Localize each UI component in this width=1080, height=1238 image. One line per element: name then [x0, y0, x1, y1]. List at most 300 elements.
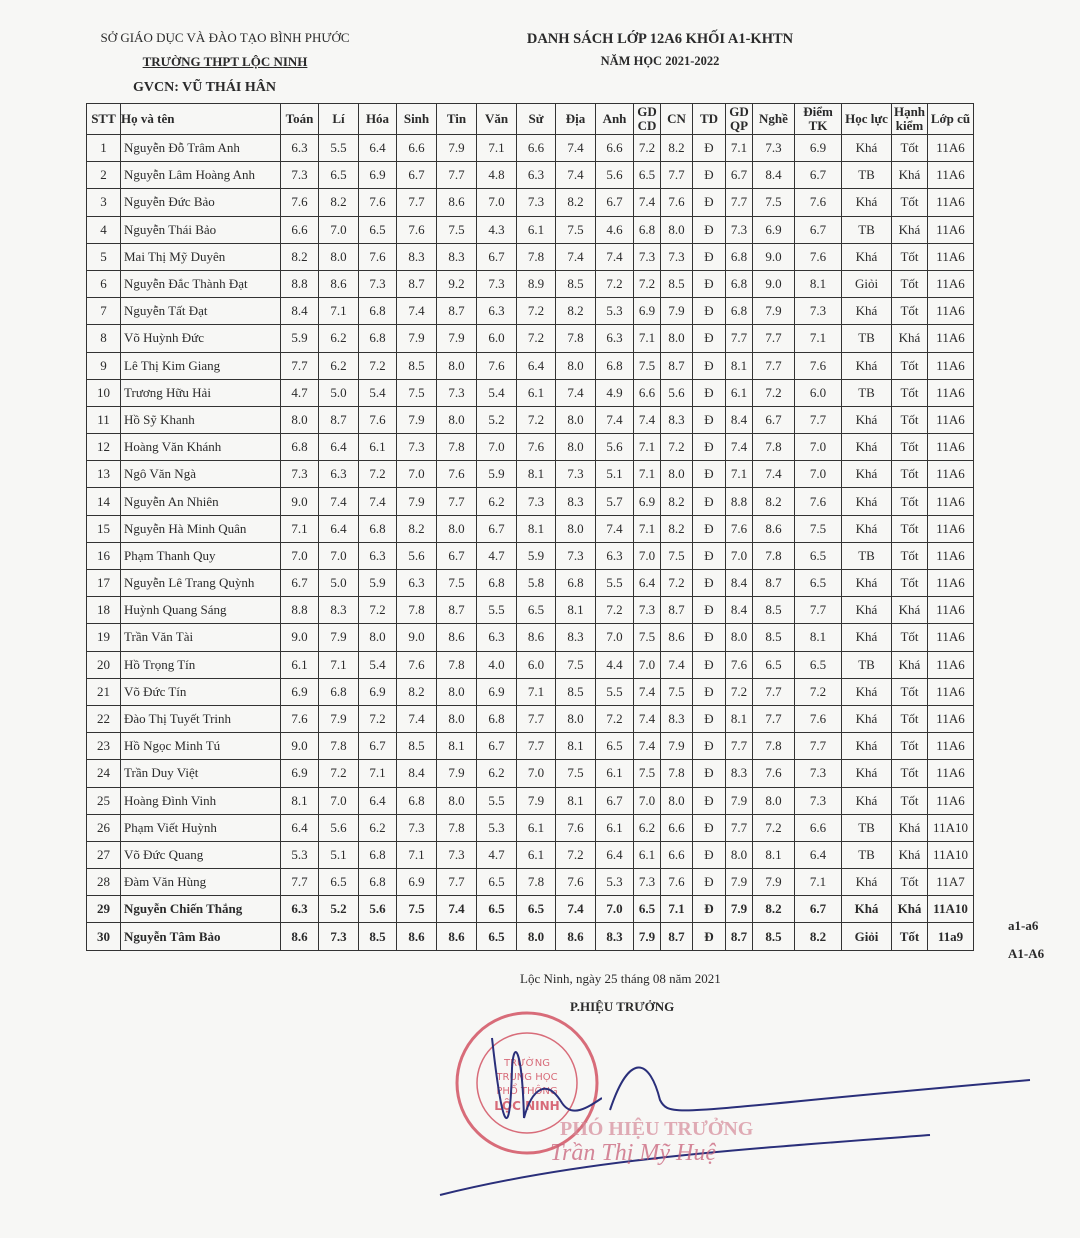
table-cell: 6.8 [281, 434, 319, 461]
table-cell: 7.0 [281, 542, 319, 569]
table-cell: Đ [693, 923, 726, 950]
table-cell: 8.0 [437, 406, 477, 433]
table-cell: 6.8 [726, 243, 753, 270]
table-cell: Đ [693, 570, 726, 597]
table-row [87, 135, 974, 162]
table-cell: 6.5 [319, 869, 359, 896]
table-cell: 7.2 [795, 678, 842, 705]
student-name: Hồ Ngọc Minh Tú [121, 733, 281, 760]
table-cell: 11A6 [928, 434, 974, 461]
table-cell: 7.5 [556, 651, 596, 678]
table-cell: 4.7 [477, 542, 517, 569]
table-cell: 6.8 [556, 570, 596, 597]
table-cell: 5.7 [596, 488, 634, 515]
table-body [87, 135, 974, 951]
table-cell: 7.3 [795, 787, 842, 814]
table-cell: Tốt [892, 869, 928, 896]
student-name: Nguyễn Lê Trang Quỳnh [121, 570, 281, 597]
table-cell: 8.6 [397, 923, 437, 950]
table-cell: 6.9 [281, 678, 319, 705]
table-cell: 11A6 [928, 705, 974, 732]
table-cell: 6.3 [281, 896, 319, 923]
table-cell: 8.0 [437, 352, 477, 379]
table-cell: 11A6 [928, 678, 974, 705]
table-cell: 7.4 [596, 515, 634, 542]
table-cell: TB [842, 162, 892, 189]
table-cell: Đ [693, 216, 726, 243]
table-cell: 7.1 [661, 896, 693, 923]
table-cell: 7.5 [556, 760, 596, 787]
table-cell: 11A6 [928, 189, 974, 216]
table-row [87, 570, 974, 597]
table-cell: 5.5 [477, 787, 517, 814]
table-cell: 8.1 [517, 515, 556, 542]
table-cell: 7.4 [634, 678, 661, 705]
table-cell: 8.6 [556, 923, 596, 950]
table-cell: 7.9 [661, 733, 693, 760]
svg-text:PHỔ THÔNG: PHỔ THÔNG [496, 1086, 558, 1097]
table-cell: 7.7 [726, 189, 753, 216]
table-cell: 11A6 [928, 298, 974, 325]
table-cell: 5.5 [477, 597, 517, 624]
table-cell: 4.7 [281, 379, 319, 406]
table-cell: 7.9 [726, 896, 753, 923]
table-cell: 7.7 [437, 162, 477, 189]
table-row [87, 379, 974, 406]
table-cell: 7.9 [437, 325, 477, 352]
table-cell: 11A6 [928, 461, 974, 488]
table-cell: Đ [693, 542, 726, 569]
table-cell: 6.3 [477, 298, 517, 325]
table-cell: 5 [87, 243, 121, 270]
table-cell: 7.3 [397, 434, 437, 461]
student-name: Đào Thị Tuyết Trinh [121, 705, 281, 732]
table-cell: 7.1 [634, 461, 661, 488]
table-cell: 7.4 [556, 896, 596, 923]
table-cell: 25 [87, 787, 121, 814]
table-cell: 8.0 [556, 352, 596, 379]
table-cell: 6.5 [477, 923, 517, 950]
student-name: Trương Hữu Hải [121, 379, 281, 406]
table-cell: 7.2 [359, 597, 397, 624]
table-cell: Khá [842, 352, 892, 379]
table-cell: 8.2 [397, 678, 437, 705]
signer-name: Trần Thị Mỹ Huệ [550, 1140, 717, 1166]
table-cell: 11A6 [928, 651, 974, 678]
table-cell: 8.2 [753, 896, 795, 923]
table-cell: 7.6 [726, 515, 753, 542]
table-cell: Đ [693, 515, 726, 542]
table-cell: 3 [87, 189, 121, 216]
table-cell: 30 [87, 923, 121, 950]
table-cell: 8.3 [596, 923, 634, 950]
table-cell: 11A10 [928, 841, 974, 868]
table-cell: Khá [842, 461, 892, 488]
table-cell: 6.8 [359, 841, 397, 868]
table-cell: 7.9 [437, 135, 477, 162]
table-cell: 7.3 [726, 216, 753, 243]
header-right [500, 31, 820, 69]
student-name: Nguyễn Lâm Hoàng Anh [121, 162, 281, 189]
table-cell: 7.2 [753, 379, 795, 406]
table-cell: 7.0 [397, 461, 437, 488]
table-cell: 8.2 [753, 488, 795, 515]
table-cell: 5.2 [319, 896, 359, 923]
table-row [87, 325, 974, 352]
table-cell: Đ [693, 461, 726, 488]
table-cell: 7.2 [596, 705, 634, 732]
table-cell: 7.5 [795, 515, 842, 542]
table-cell: 6.2 [634, 814, 661, 841]
table-cell: Đ [693, 651, 726, 678]
table-cell: 6.6 [795, 814, 842, 841]
table-cell: 6.1 [517, 841, 556, 868]
table-cell: 8.2 [661, 135, 693, 162]
table-cell: Khá [842, 787, 892, 814]
table-cell: 7.0 [319, 787, 359, 814]
table-cell: 8.0 [753, 787, 795, 814]
table-cell: Khá [842, 298, 892, 325]
table-cell: Khá [842, 488, 892, 515]
table-cell: 5.3 [596, 869, 634, 896]
table-row [87, 624, 974, 651]
table-cell: 7.6 [753, 760, 795, 787]
table-cell: 11A6 [928, 243, 974, 270]
table-cell: 6.9 [359, 678, 397, 705]
table-cell: 8.0 [661, 461, 693, 488]
table-cell: Tốt [892, 135, 928, 162]
table-cell: 8.3 [726, 760, 753, 787]
table-cell: 7.9 [437, 760, 477, 787]
homeroom-teacher: GVCN: VŨ THÁI HÂN [133, 80, 276, 95]
table-cell: 6.6 [596, 135, 634, 162]
table-cell: 7.1 [726, 135, 753, 162]
table-cell: 7.6 [397, 216, 437, 243]
table-cell: 6.3 [596, 542, 634, 569]
table-cell: 5.5 [596, 570, 634, 597]
table-cell: 6.7 [795, 216, 842, 243]
table-cell: 8.0 [556, 434, 596, 461]
table-cell: 5.3 [281, 841, 319, 868]
table-cell: 8.2 [397, 515, 437, 542]
table-cell: 6.3 [477, 624, 517, 651]
table-row [87, 216, 974, 243]
table-cell: 7.6 [795, 243, 842, 270]
table-cell: 6.8 [397, 787, 437, 814]
table-cell: 8.8 [281, 597, 319, 624]
table-cell: 5.3 [477, 814, 517, 841]
table-cell: 6.3 [359, 542, 397, 569]
table-cell: 11A6 [928, 515, 974, 542]
table-cell: 7.1 [359, 760, 397, 787]
table-cell: Khá [892, 896, 928, 923]
table-cell: 19 [87, 624, 121, 651]
column-header: Sinh [397, 104, 437, 135]
table-cell: 5.6 [397, 542, 437, 569]
table-cell: 9.0 [281, 488, 319, 515]
table-cell: Đ [693, 597, 726, 624]
table-cell: 7.7 [753, 678, 795, 705]
column-header: TD [693, 104, 726, 135]
table-cell: 8.0 [281, 406, 319, 433]
student-name: Võ Huỳnh Đức [121, 325, 281, 352]
column-header: Sử [517, 104, 556, 135]
table-cell: 7.9 [397, 406, 437, 433]
table-cell: 7.5 [397, 896, 437, 923]
table-cell: 8.7 [437, 597, 477, 624]
table-cell: 11A6 [928, 216, 974, 243]
table-cell: 8.9 [517, 270, 556, 297]
table-cell: 7.2 [517, 298, 556, 325]
student-name: Đàm Văn Hùng [121, 869, 281, 896]
header-left [90, 30, 360, 70]
table-cell: 26 [87, 814, 121, 841]
student-name: Phạm Viết Huỳnh [121, 814, 281, 841]
table-cell: 6.9 [359, 162, 397, 189]
table-cell: 7.3 [517, 189, 556, 216]
table-cell: 4 [87, 216, 121, 243]
table-cell: 11A6 [928, 135, 974, 162]
table-cell: 7 [87, 298, 121, 325]
column-header: STT [87, 104, 121, 135]
table-cell: 7.2 [517, 406, 556, 433]
table-cell: 7.2 [596, 597, 634, 624]
table-cell: 7.7 [795, 406, 842, 433]
table-cell: Đ [693, 869, 726, 896]
table-cell: Đ [693, 298, 726, 325]
table-cell: 8.5 [753, 624, 795, 651]
table-cell: 6.3 [281, 135, 319, 162]
student-name: Hoàng Văn Khánh [121, 434, 281, 461]
table-row [87, 298, 974, 325]
table-row [87, 243, 974, 270]
table-cell: 5.1 [319, 841, 359, 868]
table-row [87, 896, 974, 923]
student-name: Nguyễn Chiến Thắng [121, 896, 281, 923]
table-cell: 8.2 [795, 923, 842, 950]
table-cell: 5.1 [596, 461, 634, 488]
table-cell: 6.7 [795, 896, 842, 923]
table-cell: 6.5 [477, 896, 517, 923]
table-row [87, 678, 974, 705]
table-cell: 8.3 [661, 705, 693, 732]
table-cell: 8 [87, 325, 121, 352]
table-cell: Đ [693, 760, 726, 787]
table-cell: Đ [693, 243, 726, 270]
table-cell: 7.1 [795, 869, 842, 896]
student-name: Trần Duy Việt [121, 760, 281, 787]
table-cell: 6.7 [753, 406, 795, 433]
table-cell: 5.6 [359, 896, 397, 923]
table-cell: 7.9 [319, 624, 359, 651]
table-cell: 8.0 [556, 406, 596, 433]
student-table [86, 103, 974, 951]
table-cell: Đ [693, 787, 726, 814]
table-cell: 6.1 [634, 841, 661, 868]
table-cell: 7.6 [726, 651, 753, 678]
table-cell: 17 [87, 570, 121, 597]
table-cell: Khá [842, 406, 892, 433]
table-cell: 11A6 [928, 542, 974, 569]
table-cell: 8.6 [437, 624, 477, 651]
table-cell: 9.0 [753, 270, 795, 297]
table-cell: 6.8 [477, 570, 517, 597]
table-cell: 7.7 [726, 325, 753, 352]
table-cell: 8.1 [795, 270, 842, 297]
table-cell: 7.8 [753, 434, 795, 461]
student-name: Nguyễn Đắc Thành Đạt [121, 270, 281, 297]
table-cell: 6.6 [661, 814, 693, 841]
column-header: Tin [437, 104, 477, 135]
table-cell: 7.0 [477, 189, 517, 216]
table-cell: Khá [892, 325, 928, 352]
table-cell: 7.7 [795, 597, 842, 624]
table-cell: Đ [693, 841, 726, 868]
table-cell: Khá [842, 135, 892, 162]
table-cell: Khá [842, 189, 892, 216]
table-cell: 7.1 [517, 678, 556, 705]
table-cell: 7.3 [477, 270, 517, 297]
table-cell: 21 [87, 678, 121, 705]
table-cell: 8.8 [726, 488, 753, 515]
table-cell: 6.9 [397, 869, 437, 896]
table-cell: 6.9 [795, 135, 842, 162]
table-cell: 8.8 [281, 270, 319, 297]
svg-text:LỘC NINH: LỘC NINH [494, 1099, 560, 1113]
table-cell: 8.2 [556, 298, 596, 325]
table-cell: 8.7 [726, 923, 753, 950]
table-cell: 7.2 [517, 325, 556, 352]
table-cell: 7.4 [556, 379, 596, 406]
table-cell: 7.3 [556, 542, 596, 569]
table-cell: 7.4 [753, 461, 795, 488]
table-cell: 5.6 [661, 379, 693, 406]
table-cell: 6.5 [517, 896, 556, 923]
svg-text:TRƯỜNG: TRƯỜNG [504, 1058, 550, 1069]
table-cell: 11A7 [928, 869, 974, 896]
table-cell: 8.3 [556, 488, 596, 515]
column-header: Họ và tên [121, 104, 281, 135]
table-cell: Tốt [892, 624, 928, 651]
table-row [87, 841, 974, 868]
table-row [87, 787, 974, 814]
table-cell: 6.2 [477, 760, 517, 787]
table-cell: 6.4 [359, 787, 397, 814]
table-cell: 11 [87, 406, 121, 433]
table-cell: 6.0 [517, 651, 556, 678]
table-cell: Tốt [892, 570, 928, 597]
table-cell: 8.1 [517, 461, 556, 488]
table-cell: 7.0 [795, 434, 842, 461]
table-cell: 7.3 [281, 461, 319, 488]
table-cell: 10 [87, 379, 121, 406]
table-cell: 5.6 [596, 162, 634, 189]
table-row [87, 760, 974, 787]
table-cell: 6.5 [795, 542, 842, 569]
table-cell: 7.2 [319, 760, 359, 787]
table-cell: 5.8 [517, 570, 556, 597]
table-cell: 16 [87, 542, 121, 569]
table-cell: 6.1 [517, 814, 556, 841]
table-cell: 7.3 [661, 243, 693, 270]
table-cell: TB [842, 542, 892, 569]
table-cell: Đ [693, 162, 726, 189]
table-cell: Tốt [892, 542, 928, 569]
table-cell: 7.7 [281, 352, 319, 379]
table-cell: 8.0 [726, 624, 753, 651]
table-cell: 7.7 [437, 869, 477, 896]
table-cell: 8.4 [281, 298, 319, 325]
table-cell: Khá [892, 162, 928, 189]
table-cell: 8.6 [319, 270, 359, 297]
table-cell: Khá [842, 624, 892, 651]
table-cell: 9.0 [753, 243, 795, 270]
table-cell: Khá [842, 597, 892, 624]
table-row [87, 352, 974, 379]
table-cell: 7.6 [661, 189, 693, 216]
document-title: DANH SÁCH LỚP 12A6 KHỐI A1-KHTN [526, 31, 794, 47]
table-cell: 8.3 [319, 597, 359, 624]
table-cell: Tốt [892, 434, 928, 461]
table-cell: 6.8 [726, 298, 753, 325]
table-cell: 8.0 [556, 515, 596, 542]
table-cell: 6.2 [319, 352, 359, 379]
table-cell: 6.8 [634, 216, 661, 243]
table-cell: 7.4 [596, 406, 634, 433]
table-cell: 11A6 [928, 787, 974, 814]
table-cell: 7.8 [437, 814, 477, 841]
table-cell: 7.9 [397, 488, 437, 515]
table-cell: 11A6 [928, 406, 974, 433]
table-cell: Giỏi [842, 923, 892, 950]
table-cell: Khá [892, 841, 928, 868]
table-cell: 7.3 [437, 841, 477, 868]
table-cell: 6.4 [596, 841, 634, 868]
table-cell: 7.8 [556, 325, 596, 352]
column-header: Hạnh kiểm [892, 104, 928, 135]
table-cell: 6.5 [596, 733, 634, 760]
table-cell: 6.7 [477, 515, 517, 542]
table-cell: 7.5 [437, 216, 477, 243]
table-cell: 7.0 [634, 542, 661, 569]
table-cell: 6.4 [795, 841, 842, 868]
table-cell: 1 [87, 135, 121, 162]
table-cell: 8.1 [726, 352, 753, 379]
table-cell: 8.0 [437, 515, 477, 542]
place-date: Lộc Ninh, ngày 25 tháng 08 năm 2021 [520, 971, 721, 986]
table-cell: 7.0 [634, 787, 661, 814]
table-cell: Khá [892, 651, 928, 678]
student-name: Nguyễn Tâm Bảo [121, 923, 281, 950]
row-note: a1-a6 [1008, 918, 1039, 933]
table-cell: Khá [842, 570, 892, 597]
table-cell: Khá [842, 705, 892, 732]
table-cell: 7.6 [359, 406, 397, 433]
table-cell: 8.2 [281, 243, 319, 270]
table-cell: 11A6 [928, 488, 974, 515]
table-cell: 7.5 [556, 216, 596, 243]
table-cell: 9.0 [281, 733, 319, 760]
table-cell: 6.9 [634, 488, 661, 515]
table-cell: 8.1 [556, 787, 596, 814]
table-row [87, 406, 974, 433]
table-cell: 7.2 [661, 434, 693, 461]
table-cell: 29 [87, 896, 121, 923]
table-cell: 7.1 [634, 515, 661, 542]
student-name: Hoàng Đình Vinh [121, 787, 281, 814]
table-cell: 6.4 [281, 814, 319, 841]
table-cell: 7.1 [319, 651, 359, 678]
